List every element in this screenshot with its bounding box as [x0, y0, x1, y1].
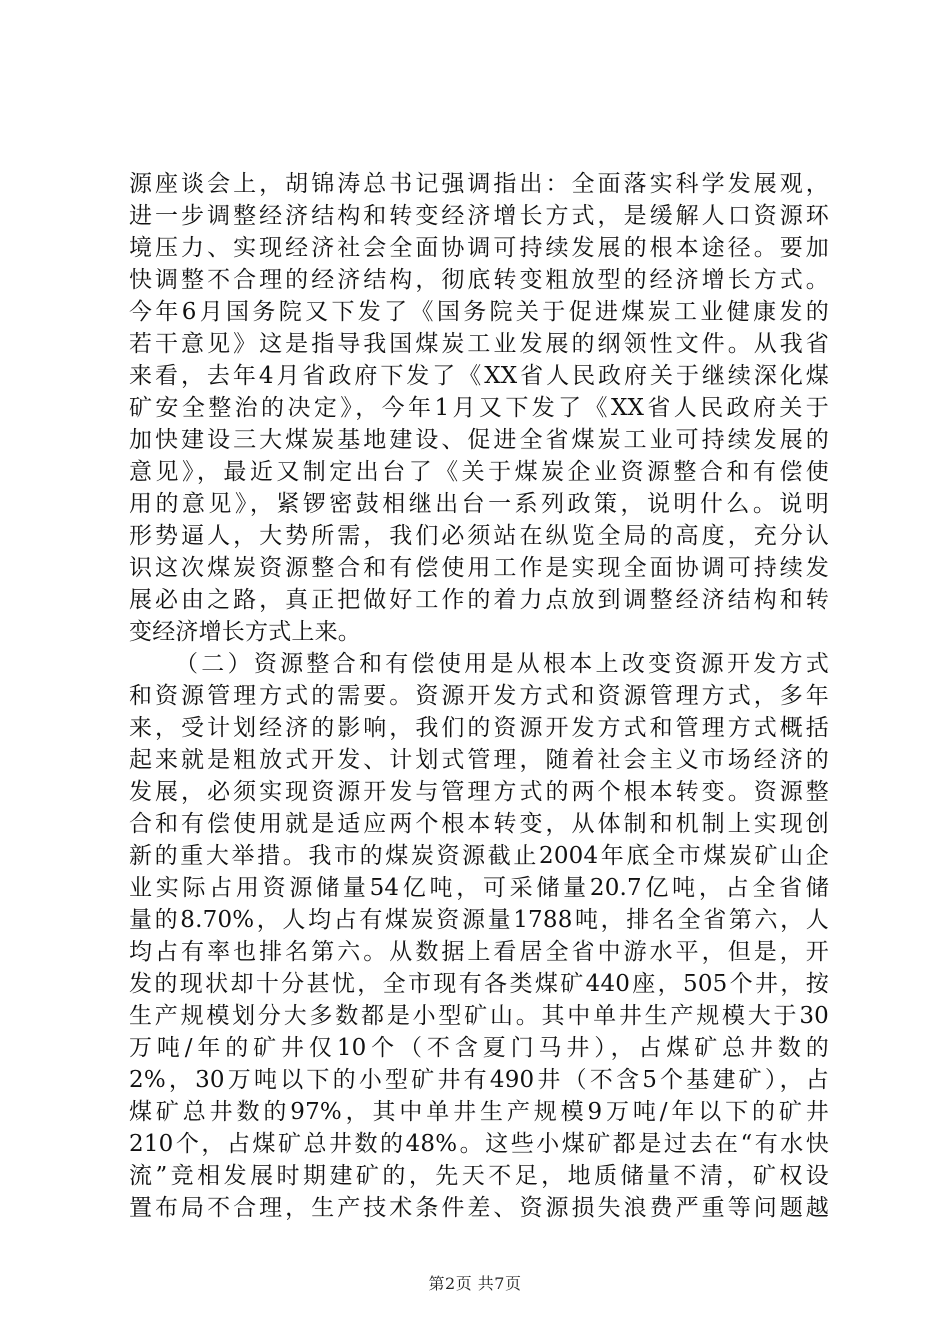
text-line: 发展，必须实现资源开发与管理方式的两个根本转变。资源整: [129, 779, 829, 805]
text-line: 210个，占煤矿总井数的48%。这些小煤矿都是过去在“有水快: [129, 1131, 829, 1157]
text-line: 矿安全整治的决定》，今年1月又下发了《XX省人民政府关于: [129, 395, 829, 421]
text-line: 生产规模划分大多数都是小型矿山。其中单井生产规模大于30: [129, 1003, 829, 1029]
text-line: 快调整不合理的经济结构，彻底转变粗放型的经济增长方式。: [129, 267, 829, 293]
page-number-footer: 第2页 共7页: [428, 1274, 522, 1293]
text-line: 和资源管理方式的需要。资源开发方式和资源管理方式，多年: [129, 683, 829, 709]
text-line: 源座谈会上，胡锦涛总书记强调指出：全面落实科学发展观，: [129, 171, 829, 197]
text-line: 来看，去年4月省政府下发了《XX省人民政府关于继续深化煤: [129, 363, 829, 389]
text-line: 意见》，最近又制定出台了《关于煤炭企业资源整合和有偿使: [129, 459, 829, 485]
text-line: 流”竞相发展时期建矿的，先天不足，地质储量不清，矿权设: [129, 1163, 829, 1189]
text-line: （二）资源整合和有偿使用是从根本上改变资源开发方式: [175, 651, 829, 677]
document-body: [129, 168, 829, 1224]
text-line: 加快建设三大煤炭基地建设、促进全省煤炭工业可持续发展的: [129, 427, 829, 453]
paragraph-2: [129, 648, 829, 1224]
text-line: 业实际占用资源储量54亿吨，可采储量20.7亿吨，占全省储: [129, 875, 829, 901]
text-line: 起来就是粗放式开发、计划式管理，随着社会主义市场经济的: [129, 747, 829, 773]
text-line: 用的意见》，紧锣密鼓相继出台一系列政策，说明什么。说明: [129, 491, 829, 517]
text-line: 均占有率也排名第六。从数据上看居全省中游水平，但是，开: [129, 939, 829, 965]
text-line: 万吨/年的矿井仅10个（不含夏门马井），占煤矿总井数的: [129, 1035, 829, 1061]
text-line: 置布局不合理，生产技术条件差、资源损失浪费严重等问题越: [129, 1195, 829, 1221]
text-line: 形势逼人，大势所需，我们必须站在纵览全局的高度，充分认: [129, 523, 829, 549]
text-line: 境压力、实现经济社会全面协调可持续发展的根本途径。要加: [129, 235, 829, 261]
text-line: 进一步调整经济结构和转变经济增长方式，是缓解人口资源环: [129, 203, 829, 229]
text-line: 展必由之路，真正把做好工作的着力点放到调整经济结构和转: [129, 587, 829, 613]
text-line: 发的现状却十分甚忧，全市现有各类煤矿440座，505个井，按: [129, 971, 829, 997]
text-line: 煤矿总井数的97%，其中单井生产规模9万吨/年以下的矿井: [129, 1099, 829, 1125]
text-line: 识这次煤炭资源整合和有偿使用工作是实现全面协调可持续发: [129, 555, 829, 581]
text-line: 2%，30万吨以下的小型矿井有490井（不含5个基建矿），占: [129, 1067, 829, 1093]
text-line: 来，受计划经济的影响，我们的资源开发方式和管理方式概括: [129, 715, 829, 741]
text-line: 新的重大举措。我市的煤炭资源截止2004年底全市煤炭矿山企: [129, 843, 829, 869]
text-line: 量的8.70%，人均占有煤炭资源量1788吨，排名全省第六，人: [129, 907, 829, 933]
text-line: 今年6月国务院又下发了《国务院关于促进煤炭工业健康发的: [129, 299, 829, 325]
text-line: 合和有偿使用就是适应两个根本转变，从体制和机制上实现创: [129, 811, 829, 837]
text-line: 变经济增长方式上来。: [129, 619, 361, 645]
text-line: 若干意见》这是指导我国煤炭工业发展的纲领性文件。从我省: [129, 331, 829, 357]
paragraph-1: [129, 168, 829, 648]
